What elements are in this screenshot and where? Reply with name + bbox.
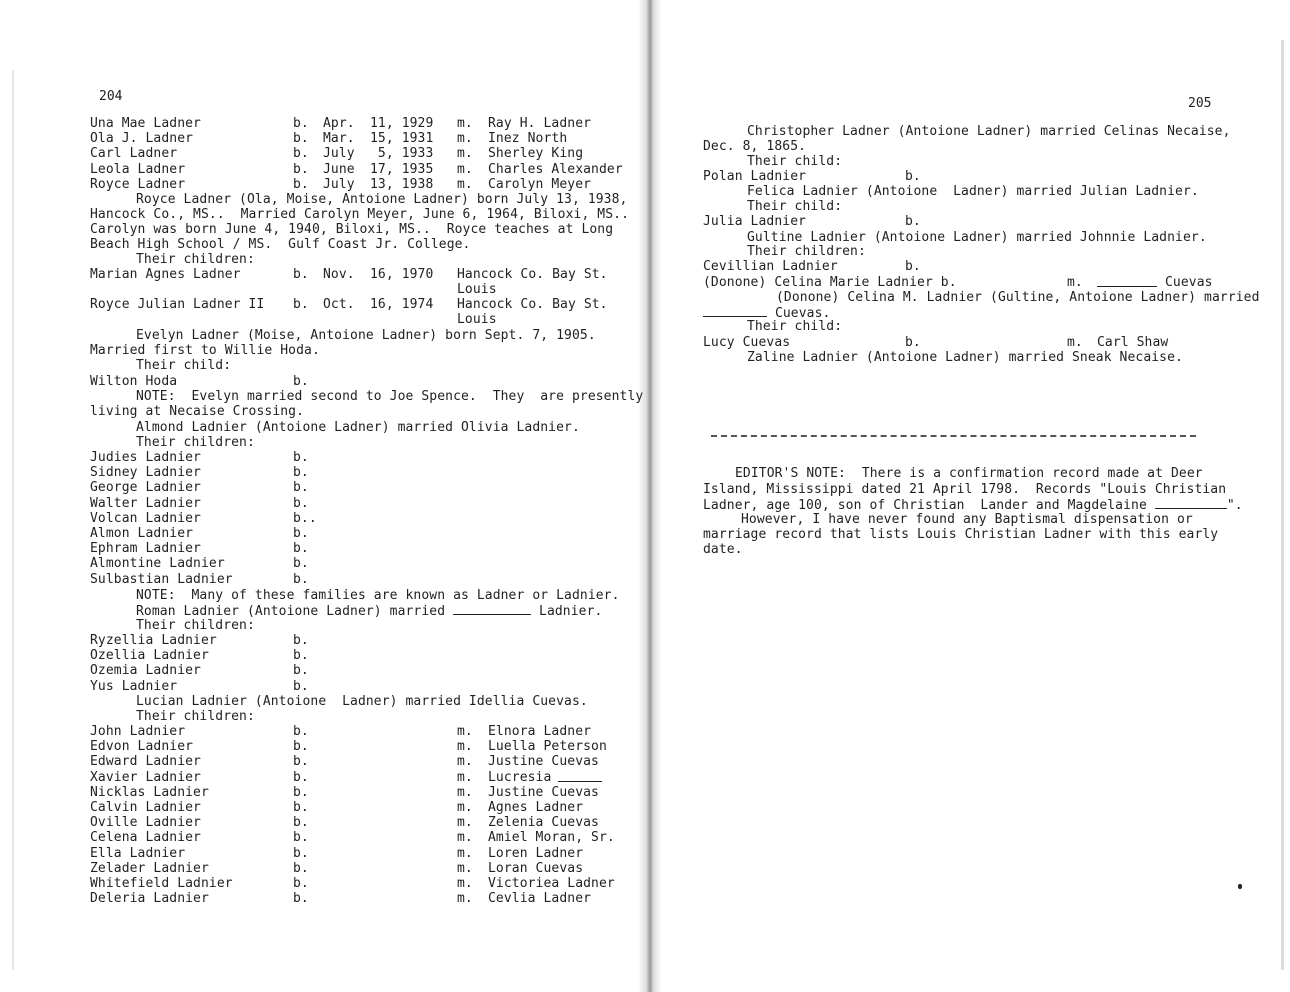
spouse-name: Carl Shaw <box>1097 335 1169 350</box>
born-mark: b. <box>293 450 309 465</box>
person-name: Whitefield Ladnier <box>90 876 233 891</box>
born-mark: b. <box>293 116 309 131</box>
paragraph-line: (Donone) Celina M. Ladnier (Gultine, Antoione Ladner) married <box>776 290 1260 305</box>
married-mark: m. <box>457 724 473 739</box>
married-mark: m. <box>457 739 473 755</box>
married-mark: m. <box>457 891 473 907</box>
note-line: NOTE: Evelyn married second to Joe Spence. They are presently <box>136 389 644 404</box>
person-name: (Donone) Celina Marie Ladnier b. <box>703 275 957 290</box>
married-mark: m. <box>1067 335 1083 350</box>
page-number: 205 <box>1188 96 1212 111</box>
paragraph-line: Royce Ladner (Ola, Moise, Antoione Ladner) born July 13, 1938, <box>136 192 628 207</box>
note-line: living at Necaise Crossing. <box>90 404 305 419</box>
born-mark: b. <box>293 267 309 282</box>
person-name: Ryzellia Ladnier <box>90 633 217 648</box>
person-name: Edward Ladnier <box>90 754 201 770</box>
paragraph-line: Zaline Ladnier (Antoione Ladner) married Sneak Necaise. <box>747 350 1183 365</box>
married-mark: m. <box>457 784 473 800</box>
spouse-name: Cevlia Ladner <box>488 891 592 907</box>
roman-text-end: Ladnier. <box>539 604 603 619</box>
birth-month: June <box>323 161 355 177</box>
born-mark: b. <box>293 800 309 815</box>
spouse-name: Ray H. Ladner <box>488 116 592 131</box>
birth-place: Hancock Co. Bay St. <box>457 267 608 282</box>
their-children-heading: Their children: <box>136 435 255 450</box>
born-mark: b. <box>293 784 309 800</box>
person-name: Carl Ladner <box>90 146 178 162</box>
birth-day: 5, 1933 <box>370 146 434 162</box>
person-name: Royce Ladner <box>90 176 186 192</box>
spouse-name: Agnes Ladner <box>488 800 584 815</box>
paragraph-line: Carolyn was born June 4, 1940, Biloxi, MS.. Royce teaches at Long <box>90 222 614 237</box>
birth-day: 15, 1931 <box>370 131 434 147</box>
married-mark: m. <box>457 800 473 815</box>
born-mark: b. <box>293 465 309 481</box>
paragraph-line: Gultine Ladnier (Antoione Ladner) married Johnnie Ladnier. <box>747 230 1207 245</box>
their-child-heading: Their child: <box>747 319 843 334</box>
person-name: Ozemia Ladnier <box>90 663 201 679</box>
born-mark: b. <box>293 769 309 785</box>
person-name: Xavier Ladnier <box>90 769 201 785</box>
person-name: Nicklas Ladnier <box>90 784 209 800</box>
born-mark: b. <box>293 739 309 755</box>
person-name: Lucy Cuevas <box>703 335 791 350</box>
spouse-name: Justine Cuevas <box>488 784 599 800</box>
spouse-name: Sherley King <box>488 146 584 162</box>
paragraph-line: Evelyn Ladner (Moise, Antoione Ladner) born Sept. 7, 1905. <box>136 328 596 343</box>
married-mark: m. <box>1067 275 1083 290</box>
editor-note-line: date. <box>703 542 743 557</box>
person-name: Walter Ladnier <box>90 495 201 511</box>
blank-line <box>558 770 602 786</box>
born-mark: b. <box>293 556 309 572</box>
blank-line <box>1097 275 1157 291</box>
born-mark: b. <box>293 161 309 177</box>
born-mark: b. <box>293 526 309 541</box>
spouse-name: Lucresia <box>488 769 552 785</box>
spouse-name: Carolyn Meyer <box>488 176 592 192</box>
spouse-name: Amiel Moran, Sr. <box>488 830 615 846</box>
page-number: 204 <box>99 89 123 104</box>
paragraph-line: Beach High School / MS. Gulf Coast Jr. College. <box>90 237 471 252</box>
married-mark: m. <box>457 860 473 876</box>
paragraph-line: Almond Ladnier (Antoione Ladner) married Olivia Ladnier. <box>136 420 580 435</box>
born-mark: b. <box>905 169 921 184</box>
birth-month: July <box>323 146 355 162</box>
birth-day: 13, 1938 <box>370 176 434 192</box>
married-mark: m. <box>457 146 473 162</box>
right-page <box>655 0 1290 992</box>
born-mark: b. <box>905 259 921 274</box>
person-name: Cevillian Ladnier <box>703 259 838 274</box>
their-child-heading: Their child: <box>747 199 843 214</box>
person-name: Yus Ladnier <box>90 678 178 694</box>
paragraph-text: Cuevas. <box>774 306 831 321</box>
born-mark: b. <box>293 860 309 876</box>
birth-place: Hancock Co. Bay St. <box>457 297 608 312</box>
editor-note-text: Ladner, age 100, son of Christian Lander and Magdelaine <box>703 498 1147 513</box>
roman-text: Roman Ladnier (Antoione Ladner) married <box>136 604 446 619</box>
paragraph-line: Felica Ladnier (Antoione Ladner) married Julian Ladnier. <box>747 184 1199 199</box>
paragraph-line: Christopher Ladner (Antoione Ladner) married Celinas Necaise, <box>747 124 1231 139</box>
birth-month: Oct. <box>323 297 355 312</box>
married-mark: m. <box>457 131 473 147</box>
paragraph-line <box>136 603 602 619</box>
person-name: Almontine Ladnier <box>90 556 225 572</box>
editor-note-end: ". <box>1226 498 1243 513</box>
birth-day: 17, 1935 <box>370 161 434 177</box>
editor-note-line: marriage record that lists Louis Christian Ladner with this early <box>703 527 1219 542</box>
paragraph-line: Hancock Co., MS.. Married Carolyn Meyer, June 6, 1964, Biloxi, MS.. <box>90 207 630 222</box>
their-child-heading: Their child: <box>747 154 843 169</box>
paragraph-line: Married first to Willie Hoda. <box>90 343 320 358</box>
born-mark: b. <box>293 146 309 162</box>
born-mark: b. <box>293 876 309 891</box>
married-mark: m. <box>457 116 473 131</box>
born-mark: b. <box>293 830 309 846</box>
person-name: Ola J. Ladner <box>90 131 194 147</box>
married-mark: m. <box>457 815 473 831</box>
birth-day: 11, 1929 <box>370 116 434 131</box>
person-name: Una Mae Ladner <box>90 116 201 131</box>
person-name: Volcan Ladnier <box>90 510 201 526</box>
spouse-name: Cuevas <box>1165 275 1213 290</box>
born-mark: b. <box>293 571 309 587</box>
paragraph-line: Lucian Ladnier (Antoione Ladner) married Idellia Cuevas. <box>136 694 588 709</box>
born-mark: b. <box>293 541 309 557</box>
their-children-heading: Their children: <box>136 618 255 633</box>
born-mark: b. <box>293 131 309 147</box>
editor-note-line: However, I have never found any Baptismal dispensation or <box>741 512 1193 527</box>
editor-note-line <box>703 497 1243 513</box>
birth-month: Apr. <box>323 116 355 131</box>
born-mark: b. <box>293 480 309 496</box>
married-mark: m. <box>457 830 473 846</box>
birth-place-cont: Louis <box>457 312 497 327</box>
person-name: John Ladnier <box>90 724 186 739</box>
person-name: Edvon Ladnier <box>90 739 194 755</box>
born-mark: b. <box>293 891 309 907</box>
birth-month: July <box>323 176 355 192</box>
married-mark: m. <box>457 845 473 861</box>
born-mark: b. <box>293 845 309 861</box>
spouse-name: Zelenia Cuevas <box>488 815 599 831</box>
blank-line <box>703 305 767 317</box>
born-mark: b. <box>293 815 309 831</box>
person-name: George Ladnier <box>90 480 201 496</box>
paragraph-line: Dec. 8, 1865. <box>703 139 807 154</box>
spouse-name: Loren Ladner <box>488 845 584 861</box>
spouse-name: Inez North <box>488 131 568 147</box>
person-name: Deleria Ladnier <box>90 891 209 907</box>
birth-day: 16, 1974 <box>370 297 434 312</box>
their-children-heading: Their children: <box>136 709 255 724</box>
married-mark: m. <box>457 769 473 785</box>
birth-day: 16, 1970 <box>370 267 434 282</box>
editor-note-line: EDITOR'S NOTE: There is a confirmation record made at Deer <box>735 466 1203 481</box>
spouse-name: Luella Peterson <box>488 739 607 755</box>
birth-month: Nov. <box>323 267 355 282</box>
born-mark: b. <box>293 724 309 739</box>
born-mark: b. <box>293 633 309 648</box>
their-children-heading: Their children: <box>747 244 866 259</box>
blank-line <box>453 603 531 615</box>
spouse-name: Elnora Ladner <box>488 724 592 739</box>
person-name: Almon Ladnier <box>90 526 194 541</box>
their-children-heading: Their children: <box>136 252 255 267</box>
person-name: Ozellia Ladnier <box>90 648 209 664</box>
born-mark: b. <box>293 754 309 770</box>
born-mark: b. <box>293 678 309 694</box>
married-mark: m. <box>457 161 473 177</box>
person-name: Celena Ladnier <box>90 830 201 846</box>
born-mark: b. <box>293 495 309 511</box>
born-mark: b. <box>293 297 309 312</box>
person-name: Calvin Ladnier <box>90 800 201 815</box>
married-mark: m. <box>457 176 473 192</box>
person-name: Royce Julian Ladner II <box>90 297 265 312</box>
person-name: Ella Ladnier <box>90 845 186 861</box>
born-mark: b. <box>293 663 309 679</box>
birth-month: Mar. <box>323 131 355 147</box>
spouse-name: Victoriea Ladner <box>488 876 615 891</box>
born-mark: b. <box>905 335 921 350</box>
person-name: Marian Agnes Ladner <box>90 267 241 282</box>
born-mark: b.. <box>293 510 317 526</box>
section-divider <box>711 435 1196 437</box>
spouse-name: Loran Cuevas <box>488 860 584 876</box>
person-name: Oville Ladnier <box>90 815 201 831</box>
spouse-name: Charles Alexander <box>488 161 623 177</box>
their-child-heading: Their child: <box>136 358 232 373</box>
born-mark: b. <box>293 176 309 192</box>
birth-place-cont: Louis <box>457 282 497 297</box>
blank-line <box>1155 497 1227 509</box>
person-name: Wilton Hoda <box>90 374 178 389</box>
spouse-name: Justine Cuevas <box>488 754 599 770</box>
person-name: Sidney Ladnier <box>90 465 201 481</box>
editor-note-line: Island, Mississippi dated 21 April 1798. Records "Louis Christian <box>703 482 1227 497</box>
note-line: NOTE: Many of these families are known as Ladner or Ladnier. <box>136 588 620 603</box>
born-mark: b. <box>293 648 309 664</box>
married-mark: m. <box>457 754 473 770</box>
person-name: Judies Ladnier <box>90 450 201 465</box>
person-name: Sulbastian Ladnier <box>90 571 233 587</box>
married-mark: m. <box>457 876 473 891</box>
person-name: Julia Ladnier <box>703 214 807 229</box>
born-mark: b. <box>905 214 921 229</box>
person-name: Zelader Ladnier <box>90 860 209 876</box>
born-mark: b. <box>293 374 309 389</box>
person-name: Polan Ladnier <box>703 169 807 184</box>
person-name: Leola Ladner <box>90 161 186 177</box>
person-name: Ephram Ladnier <box>90 541 201 557</box>
ink-speck <box>1238 884 1242 889</box>
